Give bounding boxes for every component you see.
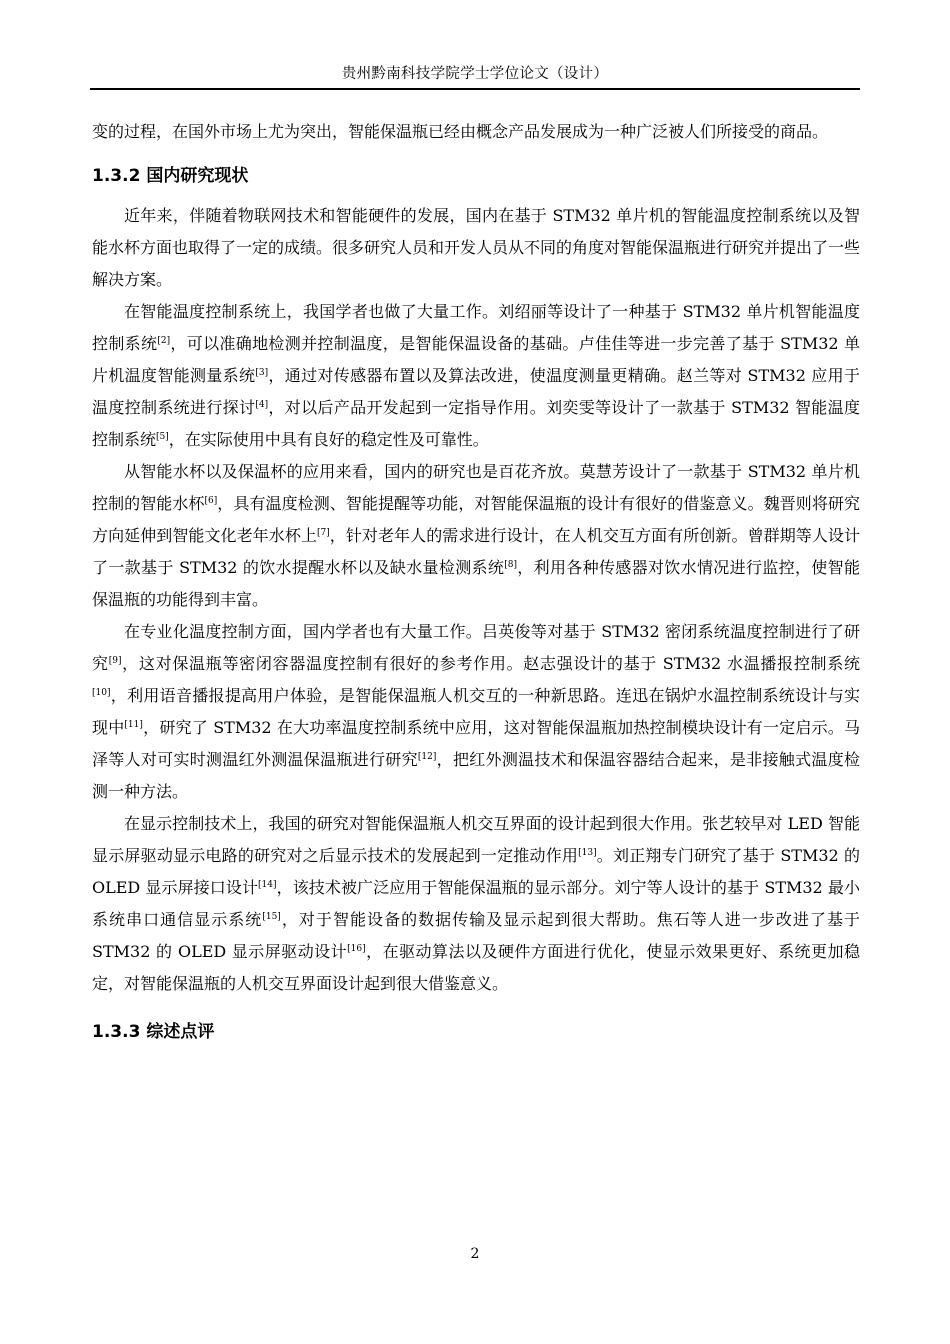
citation-ref: [14] — [258, 880, 277, 891]
page-number: 2 — [470, 1246, 480, 1262]
text-run: ，利用语音播报提高用户体验，是智能保温瓶人机交互的一种新思路。连迅在锅炉水温控制系统设计与实现中 — [92, 686, 860, 737]
text-run: ，利用各种传感器对饮水情况进行监控，使智能保温瓶的功能得到丰富。 — [92, 558, 860, 609]
text-run: 从智能水杯以及保温杯的应用来看，国内的研究也是百花齐放。莫慧芳设计了一款基于 STM32 单片机控制的智能水杯 — [92, 462, 860, 513]
text-run: ，该技术被广泛应用于智能保温瓶的显示部分。刘宁等人设计的基于 STM32 最小系统串口通信显示系统 — [92, 878, 860, 929]
citation-ref: [11] — [124, 720, 143, 731]
citation-ref: [7] — [316, 528, 330, 539]
intro-paragraph: 变的过程，在国外市场上尤为突出，智能保温瓶已经由概念产品发展成为一种广泛被人们所接受的商品。 — [92, 122, 829, 141]
citation-ref: [16] — [347, 944, 366, 955]
text-run: ，针对老年人的需求进行设计，在人机交互方面有所创新。曾群期等人设计了一款基于 STM32 的饮水提醒水杯以及缺水量检测系统 — [92, 526, 860, 577]
section-heading-1-3-3: 1.3.3 综述点评 — [92, 1022, 215, 1042]
paragraph-smart-cup — [92, 456, 860, 616]
paragraph-display-control — [92, 808, 860, 1000]
citation-ref: [6] — [204, 496, 218, 507]
citation-ref: [4] — [255, 400, 269, 411]
text-run: ，具有温度检测、智能提醒等功能，对智能保温瓶的设计有很好的借鉴意义。魏晋则将研究方向延伸到智能文化老年水杯上 — [92, 494, 860, 545]
text-run: ，可以准确地检测并控制温度，是智能保温设备的基础。卢佳佳等进一步完善了基于 STM32 单片机温度智能测量系统 — [92, 334, 860, 385]
citation-ref: [10] — [92, 688, 111, 699]
paragraph-professional-control — [92, 616, 860, 808]
text-run: ，把红外测温技术和保温容器结合起来，是非接触式温度检测一种方法。 — [92, 750, 860, 801]
document-body — [92, 116, 860, 1048]
text-run: ，对于智能设备的数据传输及显示起到很大帮助。焦石等人进一步改进了基于 STM32 的 OLED 显示屏驱动设计 — [92, 910, 860, 961]
text-run: ，对以后产品开发起到一定指导作用。刘奕雯等设计了一款基于 STM32 智能温度控制系统 — [92, 398, 860, 449]
text-run: ，通过对传感器布置以及算法改进，使温度测量更精确。赵兰等对 STM32 应用于温度控制系统进行探讨 — [92, 366, 860, 417]
citation-ref: [2] — [157, 336, 171, 347]
text-run: ，这对保温瓶等密闭容器温度控制有很好的参考作用。赵志强设计的基于 STM32 水温播报控制系统 — [121, 654, 860, 673]
paragraph-temperature-control — [92, 296, 860, 456]
text-run: ，在驱动算法以及硬件方面进行优化，使显示效果更好、系统更加稳定，对智能保温瓶的人机交互界面设计起到很大借鉴意义。 — [92, 942, 860, 993]
citation-ref: [12] — [417, 752, 437, 763]
text-run: 在智能温度控制系统上，我国学者也做了大量工作。刘绍丽等设计了一种基于 STM32 单片机智能温度控制系统 — [92, 302, 860, 353]
text-run: 在专业化温度控制方面，国内学者也有大量工作。吕英俊等对基于 STM32 密闭系统温度控制进行了研究 — [92, 622, 860, 673]
page-header: 贵州黔南科技学院学士学位论文（设计） — [90, 60, 860, 90]
text-run: ，研究了 STM32 在大功率温度控制系统中应用，这对智能保温瓶加热控制模块设计有一定启示。马泽等人对可实时测温红外测温保温瓶进行研究 — [92, 718, 860, 769]
section-heading-1-3-2: 1.3.2 国内研究现状 — [92, 166, 249, 186]
citation-ref: [8] — [504, 560, 517, 571]
citation-ref: [3] — [255, 368, 269, 379]
citation-ref: [15] — [262, 912, 281, 923]
citation-ref: [9] — [108, 656, 122, 667]
citation-ref: [5] — [156, 432, 169, 443]
citation-ref: [13] — [578, 848, 597, 859]
text-run: 在显示控制技术上，我国的研究对智能保温瓶人机交互界面的设计起到很大作用。张艺较早对 LED 智能显示屏驱动显示电路的研究对之后显示技术的发展起到一定推动作用 — [92, 814, 860, 865]
text-run: ，在实际使用中具有良好的稳定性及可靠性。 — [168, 430, 489, 449]
text-run: 。刘正翔专门研究了基于 STM32 的 OLED 显示屏接口设计 — [92, 846, 860, 897]
paragraph-overview: 近年来，伴随着物联网技术和智能硬件的发展，国内在基于 STM32 单片机的智能温度控制系统以及智能水杯方面也取得了一定的成绩。很多研究人员和开发人员从不同的角度对智能保温瓶进行研究并提出了一些解决方案。 — [92, 206, 861, 289]
